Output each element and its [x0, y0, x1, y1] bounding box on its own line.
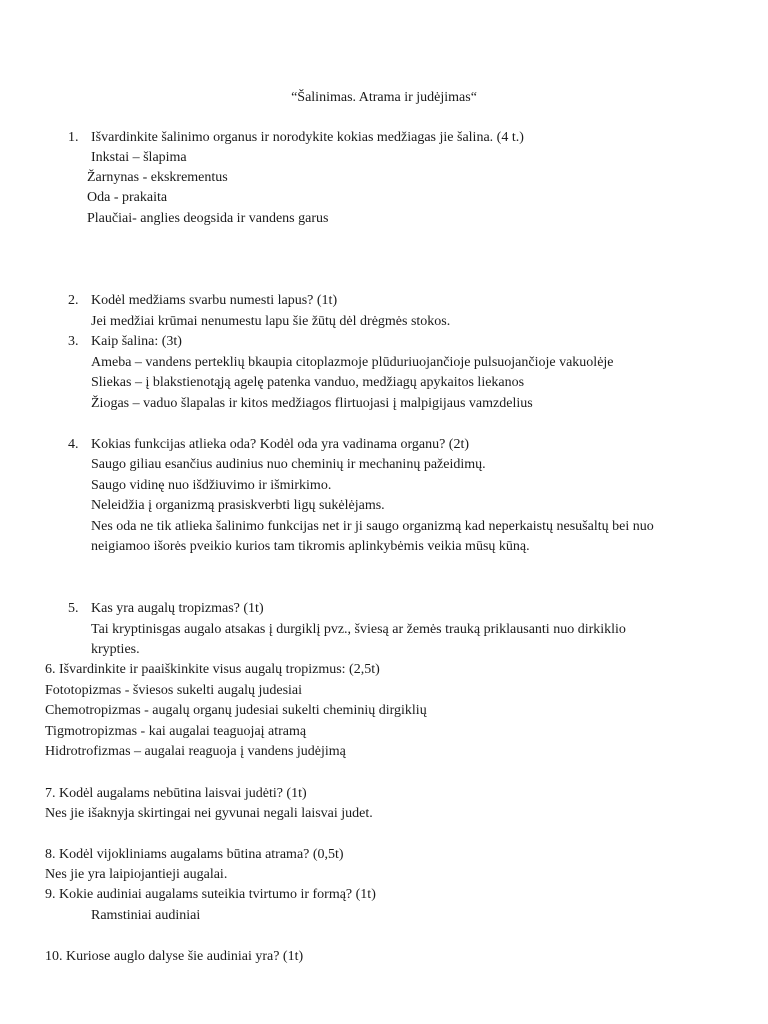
q3-answer-3: Žiogas – vaduo šlapalas ir kitos medžiagos flirtuojasi į malpigijaus vamzdelius: [91, 396, 533, 411]
q5-question: Kas yra augalų tropizmas? (1t): [91, 601, 264, 616]
q7-question: 7. Kodėl augalams nebūtina laisvai judėti? (1t): [45, 786, 307, 801]
q8-question: 8. Kodėl vijokliniams augalams būtina atrama? (0,5t): [45, 847, 344, 862]
q1-question: Išvardinkite šalinimo organus ir norodykite kokias medžiagas jie šalina. (4 t.): [91, 130, 524, 145]
q1-answer-3: Oda - prakaita: [87, 190, 168, 205]
q4-answer-3: Neleidžia į organizmą prasiskverbti ligų sukėlėjams.: [91, 498, 385, 513]
q4-answer-5: neigiamoo išorės pveikio kurios tam tikromis aplinkybėmis veikia mūsų kūną.: [91, 539, 530, 554]
q9-question: 9. Kokie audiniai augalams suteikia tvirtumo ir formą? (1t): [45, 887, 376, 902]
q1-answer-1: Inkstai – šlapima: [91, 150, 187, 165]
q5-number: 5.: [68, 601, 79, 616]
q6-answer-4: Hidrotrofizmas – augalai reaguoja į vandens judėjimą: [45, 744, 346, 759]
q10-question: 10. Kuriose auglo dalyse šie audiniai yra? (1t): [45, 949, 304, 964]
q3-number: 3.: [68, 334, 79, 349]
q2-question: Kodėl medžiams svarbu numesti lapus? (1t): [91, 293, 338, 308]
q4-answer-1: Saugo giliau esančius audinius nuo cheminių ir mechaninų pažeidimų.: [91, 457, 486, 472]
q5-answer-2: krypties.: [91, 642, 140, 657]
q6-answer-2: Chemotropizmas - augalų organų judesiai sukelti cheminių dirgiklių: [45, 703, 427, 718]
q6-answer-3: Tigmotropizmas - kai augalai teaguojaį atramą: [45, 724, 307, 739]
q3-question: Kaip šalina: (3t): [91, 334, 182, 349]
q7-answer-1: Nes jie išaknyja skirtingai nei gyvunai negali laisvai judet.: [45, 806, 373, 821]
q5-answer-1: Tai kryptinisgas augalo atsakas į durgiklį pvz., šviesą ar žemės trauką priklausanti nuo dirkiklio: [91, 622, 626, 637]
q6-question: 6. Išvardinkite ir paaiškinkite visus augalų tropizmus: (2,5t): [45, 662, 380, 677]
q2-number: 2.: [68, 293, 79, 308]
q4-number: 4.: [68, 437, 79, 452]
q1-answer-4: Plaučiai- anglies deogsida ir vandens garus: [87, 211, 329, 226]
q9-answer-1: Ramstiniai audiniai: [91, 908, 201, 923]
q6-answer-1: Fototopizmas - šviesos sukelti augalų judesiai: [45, 683, 303, 698]
q1-answer-2: Žarnynas - ekskrementus: [87, 170, 228, 185]
q4-answer-2: Saugo vidinę nuo išdžiuvimo ir išmirkimo.: [91, 478, 332, 493]
q4-question: Kokias funkcijas atlieka oda? Kodėl oda yra vadinama organu? (2t): [91, 437, 469, 452]
q4-answer-4: Nes oda ne tik atlieka šalinimo funkcijas net ir ji saugo organizmą kad neperkaistų nesušaltų bei nuo: [91, 519, 654, 534]
q2-answer-1: Jei medžiai krūmai nenumestu lapu šie žūtų dėl drėgmės stokos.: [91, 314, 451, 329]
q8-answer-1: Nes jie yra laipiojantieji augalai.: [45, 867, 228, 882]
q3-answer-1: Ameba – vandens perteklių bkaupia citoplazmoje plūduriuojančioje pulsuojančioje vakuolėje: [91, 355, 614, 370]
q3-answer-2: Sliekas – į blakstienotąją agelę patenka vanduo, medžiagų apykaitos liekanos: [91, 375, 525, 390]
q1-number: 1.: [68, 130, 79, 145]
document-title: “Šalinimas. Atrama ir judėjimas“: [291, 90, 477, 105]
